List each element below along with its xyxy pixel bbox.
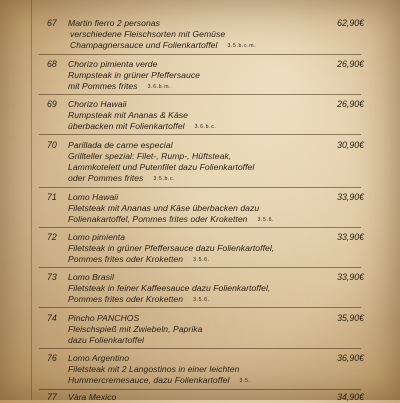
item-number: 77 [47,392,57,402]
item-line [68,294,330,306]
item-line-text: Hummercremesauce, dazu Folienkartoffel [68,375,230,385]
allergen-codes: 3.5.6. [193,257,210,263]
item-line-text: Pommes frites oder Kroketten [68,254,184,264]
item-description [68,192,330,226]
item-description [68,140,330,185]
item-price: 26,90€ [337,59,364,69]
item-title: Lomo pimienta [68,232,126,242]
item-title: Lomo Argentino [68,353,130,363]
allergen-codes: 3.5.b.c.m. [227,43,257,49]
item-price: 26,90€ [337,99,364,109]
allergen-codes: 3.5. [239,378,251,384]
item-line: verschiedene Fleischsorten mit Gemüse [70,29,226,39]
item-title: Parillada de carne especial [68,140,173,150]
item-line [68,214,330,226]
item-description [68,232,330,266]
item-title: Vàra Mexico [68,392,117,402]
item-line: dazu Folienkartoffel [68,335,144,345]
item-price: 30,90€ [337,140,364,150]
item-number: 71 [47,192,57,202]
item-line: Filetsteak mit 2 Langostinos in einer leichten [68,364,240,374]
item-line: Filetsteak in feiner Kaffeesauce dazu Folienkartoffel, [68,283,271,293]
item-line-text: Folienakartoffel, Pommes frites oder Kroketten [68,214,248,224]
allergen-codes: 3.5.6. [257,217,275,223]
allergen-codes: 3.6.b.c. [194,124,217,130]
margin-line [31,0,32,400]
item-price: 62,90€ [337,18,364,28]
item-line [68,173,330,185]
item-line-text: oder Pommes frites [68,173,144,183]
separator [39,187,361,188]
item-title: Lomo Hawaii [68,192,119,202]
separator [39,348,361,349]
item-line [68,81,330,93]
item-price: 36,90€ [337,353,364,363]
item-price: 33,90€ [337,192,364,202]
item-description [68,99,330,133]
item-price: 35,90€ [337,313,364,323]
item-line: Rumpsteak mit Ananas & Käse [68,110,188,120]
allergen-codes: 3.6.b.m. [147,84,172,90]
item-line-text: mit Pommes frites [68,81,138,91]
item-number: 69 [47,99,57,109]
item-line: Grillteller spezial: Filet-, Rump-, Hüftsteak, [68,151,232,161]
item-description [68,59,330,93]
item-title: Chorizo Hawaii [68,99,127,109]
item-line [68,121,330,133]
item-line: Filetsteak mit Ananas und Käse überbacken dazu [68,203,260,213]
item-line: Lammkotelett und Putenfilet dazu Folienkartoffel [68,162,255,172]
item-line: Fleischspieß mit Zwiebeln, Paprika [68,324,203,334]
separator [39,227,361,228]
item-number: 76 [47,353,57,363]
item-description [68,272,330,306]
item-number: 72 [47,232,57,242]
item-line-text: Pommes frites oder Kroketten [68,294,184,304]
item-description [68,392,330,403]
item-number: 67 [47,18,57,28]
item-number: 74 [47,313,57,323]
item-title: Martin fierro 2 personas [68,18,160,28]
item-line [68,375,330,387]
separator [39,389,361,390]
separator [39,307,361,308]
item-line-text: Champagnersauce und Folienkartoffel [70,40,218,50]
item-description [68,18,330,52]
allergen-codes: 3.5.6. [193,297,210,303]
item-description [68,353,330,387]
item-price: 33,90€ [337,272,364,282]
item-title: Lomo Brasil [68,272,114,282]
item-line: Rumpsteak in grüner Pfeffersauce [68,70,201,80]
separator [39,267,361,268]
item-line-text: überbacken mit Folienkartoffel [68,121,185,131]
item-line [70,40,330,52]
item-title: Chorizo pimienta verde [68,59,158,69]
item-number: 68 [47,59,57,69]
item-price: 33,90€ [337,232,364,242]
item-description [68,313,330,346]
item-line [68,254,330,266]
item-number: 73 [47,272,57,282]
item-number: 70 [47,140,57,150]
item-title: Pincho PANCHOS [68,313,140,323]
separator [39,134,361,135]
allergen-codes: 3.5.b.c. [153,176,176,182]
separator [39,94,361,95]
item-price: 34,90€ [337,392,364,402]
separator [39,54,361,55]
item-line: Filetsteak in grüner Pfeffersauce dazu Folienkartoffel, [68,243,275,253]
